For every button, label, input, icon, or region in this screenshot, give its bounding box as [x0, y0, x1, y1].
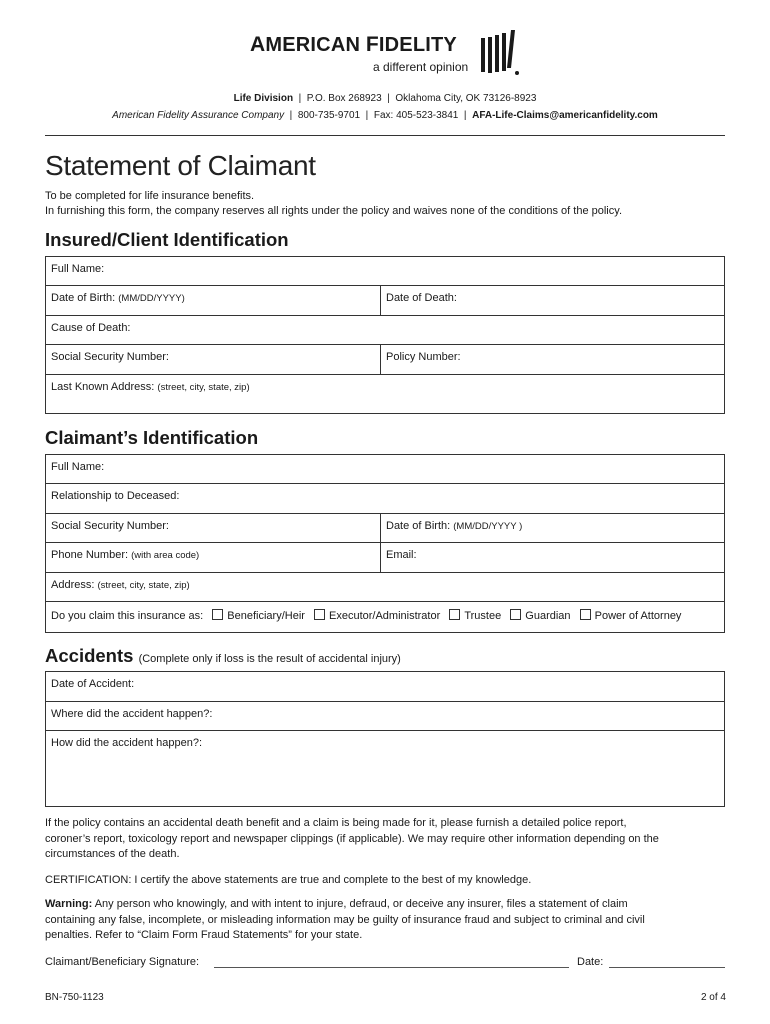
- accident-how-field[interactable]: How did the accident happen?:: [51, 737, 203, 749]
- certification-text: CERTIFICATION: I certify the above statements are true and complete to the best of my knowledge.: [45, 874, 532, 886]
- warning-text: Warning: Any person who knowingly, and with intent to injure, defraud, or deceive any insurer, files a statement of claim containing any false, incomplete, or misleading information may be guilty of insurance fraud and subject to criminal and civil penalties. Refer to “Claim Form Fraud Statements” for your state.: [45, 898, 645, 941]
- insured-policy-field[interactable]: Policy Number:: [386, 351, 461, 363]
- header-address-line: Life Division | P.O. Box 268923 | Oklahoma City, OK 73126-8923: [233, 93, 537, 104]
- executor-label: Executor/Administrator: [329, 610, 441, 622]
- page-number: 2 of 4: [700, 992, 726, 1003]
- beneficiary-label: Beneficiary/Heir: [227, 610, 305, 622]
- logo-tagline: a different opinion: [373, 60, 469, 74]
- date-label: Date:: [577, 956, 604, 968]
- claimant-ssn-field[interactable]: Social Security Number:: [46, 514, 381, 542]
- header-divider: [45, 135, 725, 136]
- intro-line-1: To be completed for life insurance benefits.: [45, 190, 255, 202]
- insured-table: [45, 256, 725, 414]
- claimant-table: [45, 454, 725, 633]
- accidents-section-heading: Accidents (Complete only if loss is the result of accidental injury): [45, 645, 401, 666]
- insured-full-name-field[interactable]: Full Name:: [51, 263, 105, 275]
- power-of-attorney-checkbox[interactable]: [580, 609, 591, 620]
- insured-dob-field[interactable]: Date of Birth: (MM/DD/YYYY): [46, 286, 381, 315]
- trustee-label: Trustee: [464, 610, 502, 622]
- guardian-checkbox[interactable]: [510, 609, 521, 620]
- claimant-full-name-field[interactable]: Full Name:: [51, 461, 105, 473]
- accident-where-field[interactable]: Where did the accident happen?:: [51, 708, 213, 720]
- signature-line[interactable]: [214, 967, 569, 968]
- claimant-section-heading: Claimant’s Identification: [45, 427, 259, 448]
- intro-line-2: In furnishing this form, the company reserves all rights under the policy and waives none of the conditions of the policy.: [45, 205, 622, 217]
- logo-bars-icon: [481, 30, 521, 78]
- page-title: Statement of Claimant: [45, 150, 316, 181]
- claimant-dob-field[interactable]: Date of Birth: (MM/DD/YYYY ): [386, 520, 523, 532]
- date-line[interactable]: [609, 967, 725, 968]
- policy-note: If the policy contains an accidental death benefit and a claim is being made for it, please furnish a detailed police report, coroner’s report, toxicology report and newspaper clippings (if applicable). We may require other information depending on the circumstances of the death.: [45, 817, 659, 860]
- insured-dod-field[interactable]: Date of Death:: [386, 292, 457, 304]
- guardian-label: Guardian: [525, 610, 571, 622]
- insured-ssn-field[interactable]: Social Security Number:: [46, 345, 381, 374]
- logo-wordmark: AMERICAN FIDELITY: [250, 33, 457, 56]
- trustee-checkbox[interactable]: [449, 609, 460, 620]
- signature-label: Claimant/Beneficiary Signature:: [45, 956, 200, 968]
- claimant-phone-field[interactable]: Phone Number: (with area code): [46, 543, 381, 572]
- claimant-email-field[interactable]: Email:: [386, 549, 417, 561]
- beneficiary-checkbox[interactable]: [212, 609, 223, 620]
- insured-address-field[interactable]: Last Known Address: (street, city, state, zip): [51, 381, 250, 393]
- power-of-attorney-label: Power of Attorney: [594, 610, 682, 622]
- claim-as-row: [46, 602, 686, 632]
- claim-as-label: Do you claim this insurance as:: [51, 610, 204, 622]
- claimant-address-field[interactable]: Address: (street, city, state, zip): [51, 579, 190, 591]
- header-contact-line: American Fidelity Assurance Company | 800-735-9701 | Fax: 405-523-3841 | AFA-Life-Claims@americanfidelity.com: [112, 110, 658, 121]
- form-number: BN-750-1123: [45, 992, 104, 1003]
- accidents-table: [45, 671, 725, 807]
- insured-cause-field[interactable]: Cause of Death:: [51, 322, 131, 334]
- insured-section-heading: Insured/Client Identification: [45, 229, 289, 250]
- claimant-relationship-field[interactable]: Relationship to Deceased:: [51, 490, 180, 502]
- executor-checkbox[interactable]: [314, 609, 325, 620]
- accident-date-field[interactable]: Date of Accident:: [51, 678, 135, 690]
